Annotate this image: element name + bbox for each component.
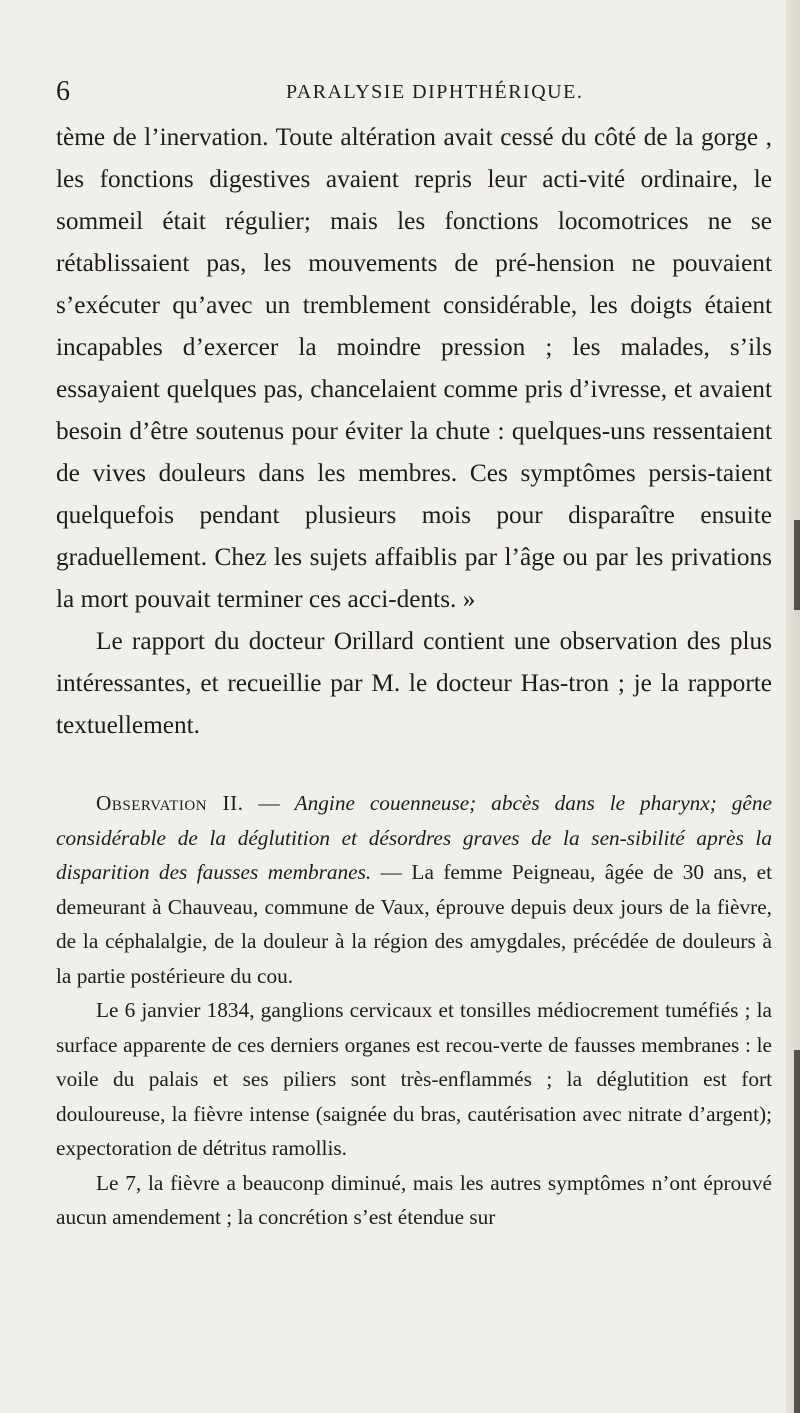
observation-block (56, 786, 772, 1235)
observation-paragraph: Le 7, la fièvre a beauconp diminué, mais les autres symptômes n’ont éprouvé aucun amendement ; la concrétion s’est étendue sur (56, 1170, 772, 1229)
body-paragraph: Le rapport du docteur Orillard contient une observation des plus intéressantes, et recueillie par M. le docteur Has-tron ; je la rapporte textuellement. (56, 627, 772, 739)
page-edge-mark (794, 520, 800, 610)
body-paragraph: tème de l’inervation. Toute altération avait cessé du côté de la gorge , les fonctions digestives avaient repris leur acti-vité ordinaire, le sommeil était régulier; mais les fonctions locomotrices ne se rétablissaient pas, les mouvements de pré-hension ne pouvaient s’exécuter qu’avec un tremblement considérable, les doigts étaient incapables d’exercer la moindre pression ; les malades, s’ils essayaient quelques pas, chancelaient comme pris d’ivresse, et avaient besoin d’être soutenus pour éviter la chute : quelques-uns ressentaient de vives douleurs dans les membres. Ces symptômes persis-taient quelquefois pendant plusieurs mois pour disparaître ensuite graduellement. Chez les sujets affaiblis par l’âge ou par les privations la mort pouvait terminer ces acci-dents. » (56, 123, 772, 613)
observation-dash: — (243, 791, 295, 815)
observation-heading-paragraph (56, 786, 772, 993)
main-text-block (56, 116, 772, 746)
observation-title: Angine couenneuse; abcès dans le pharynx; gêne considérable de la déglutition et désordres graves de la sen-sibilité après la disparition des fausses membranes. (56, 791, 772, 884)
running-head: PARALYSIE DIPHTHÉRIQUE. (286, 81, 584, 103)
page-edge-mark (794, 1050, 800, 1413)
observation-intro: — La femme Peigneau, âgée de 30 ans, et demeurant à Chauveau, commune de Vaux, éprouve depuis deux jours de la fièvre, de la céphalalgie, de la douleur à la région des amygdales, précédée de douleurs à la partie postérieure du cou. (56, 860, 772, 988)
observation-label: Observation II. (96, 791, 244, 815)
page-header (56, 74, 756, 110)
page-number: 6 (56, 76, 70, 107)
observation-paragraph: Le 6 janvier 1834, ganglions cervicaux et tonsilles médiocrement tuméfiés ; la surface apparente de ces derniers organes est recou-verte de fausses membranes : le voile du palais et ses piliers sont très-enflammés ; la déglutition est fort douloureuse, la fièvre intense (saignée du bras, cautérisation avec nitrate d’argent); expectoration de détritus ramollis. (56, 998, 772, 1160)
